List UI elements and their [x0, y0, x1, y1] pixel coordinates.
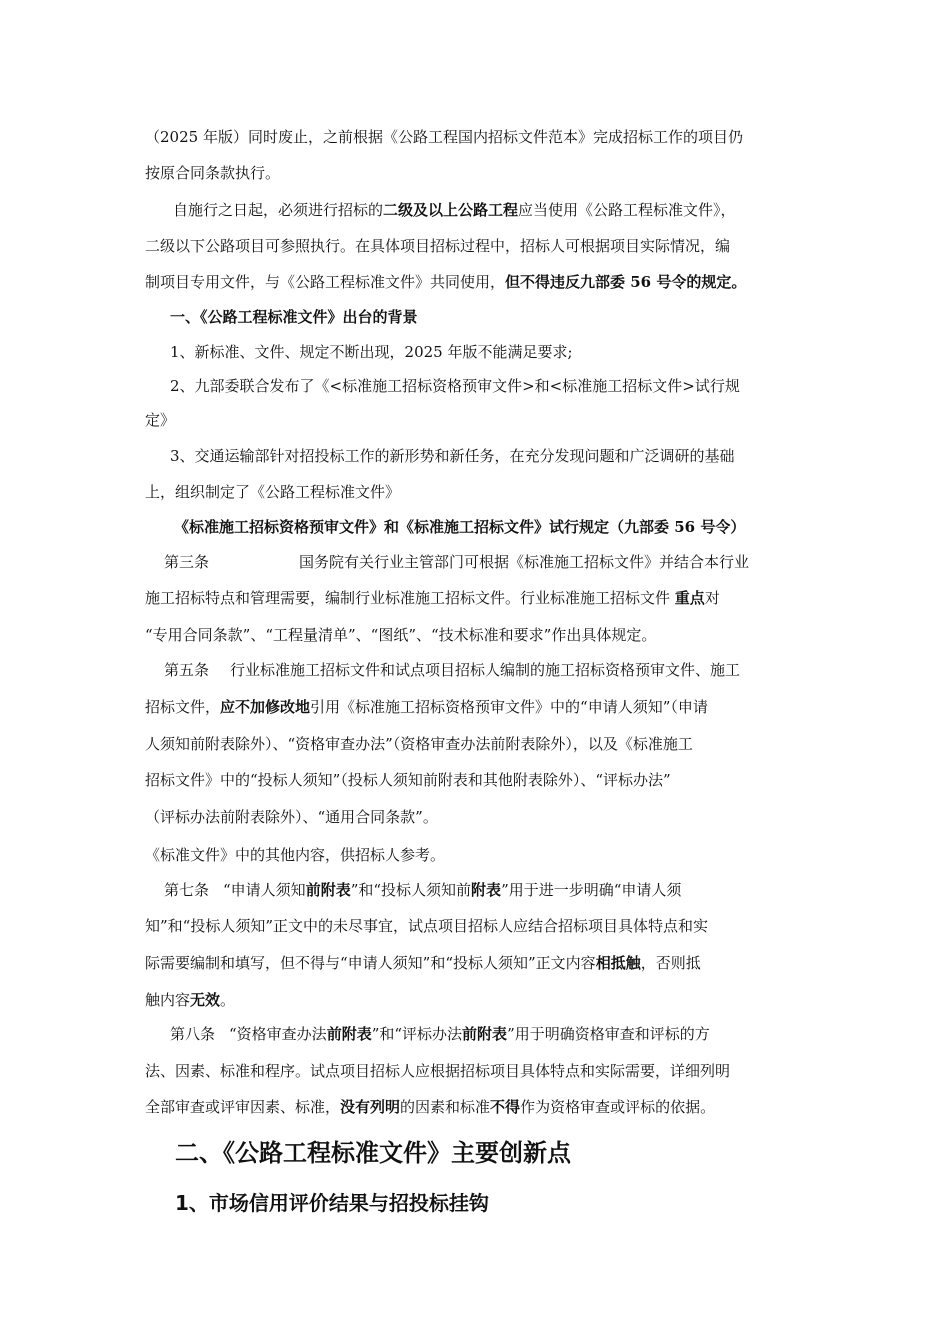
bold-text: 相抵触 [595, 954, 641, 972]
text-run: 施工招标特点和管理需要，编制行业标准施工招标文件。行业标准施工招标文件 [145, 589, 671, 607]
article-number: 第五条 [164, 661, 210, 679]
text-run: ”和“投标人须知前 [350, 881, 472, 899]
bold-text: 二级及以上公路工程 [383, 201, 519, 219]
text-run: （2025 年版）同时废止，之前根据《公路工程国内招标文件范本》完成招标工作的项目仍 [145, 128, 743, 146]
list-item: 3、交通运输部针对招投标工作的新形势和新任务，在充分发现问题和广泛调研的基础 [170, 447, 735, 465]
text-run: 招标文件， [145, 698, 221, 716]
article-number: 第三条 [164, 553, 210, 571]
section-heading: 一、《公路工程标准文件》出台的背景 [170, 308, 418, 326]
article-5-line: 招标文件》中的“投标人须知”（投标人须知前附表和其他附表除外）、“评标办法” [145, 771, 671, 789]
regulation-title: 《标准施工招标资格预审文件》和《标准施工招标文件》试行规定（九部委 56 号令） [174, 518, 746, 536]
bold-text: 无效 [190, 991, 221, 1009]
article-5-line: （评标办法前附表除外）、“通用合同条款”。 [145, 808, 438, 826]
text-run: 全部审查或评审因素、标准， [145, 1098, 341, 1116]
text-run: ”用于进一步明确“申请人须 [501, 881, 682, 899]
text-run: ”和“评标办法 [371, 1025, 463, 1043]
text-run: 国务院有关行业主管部门可根据《标准施工招标文件》并结合本行业 [299, 553, 750, 571]
text-run: 触内容 [145, 991, 191, 1009]
section-heading: 二、《公路工程标准文件》主要创新点 [175, 1139, 571, 1167]
article-3-line: “专用合同条款”、“工程量清单”、“图纸”、“技术标准和要求”作出具体规定。 [145, 626, 657, 644]
paragraph-line [145, 127, 743, 147]
paragraph-line [173, 200, 736, 220]
text-run: ，否则抵 [640, 954, 701, 972]
article-8-line: 法、因素、标准和程序。试点项目招标人应根据招标项目具体特点和实际需要，详细列明 [145, 1062, 731, 1080]
list-item: 2、九部委联合发布了《<标准施工招标资格预审文件>和<标准施工招标文件>试行规 [170, 377, 740, 395]
text-run: 际需要编制和填写，但不得与“申请人须知”和“投标人须知”正文内容 [145, 954, 596, 972]
text-run: 制项目专用文件，与《公路工程标准文件》共同使用， [145, 273, 506, 291]
article-7-line [164, 880, 681, 900]
list-item-continuation: 定》 [145, 411, 176, 429]
paragraph-line [145, 272, 746, 292]
article-5-line [145, 697, 708, 717]
article-7-line: 知”和“投标人须知”正文中的未尽事宜，试点项目招标人应结合招标项目具体特点和实 [145, 917, 709, 935]
article-3-line [145, 588, 720, 608]
text-run: 行业标准施工招标文件和试点项目招标人编制的施工招标资格预审文件、施工 [230, 661, 741, 679]
article-number: 第七条 [164, 881, 210, 899]
text-run: 作为资格审查或评标的依据。 [520, 1098, 716, 1116]
note-line: 《标准文件》中的其他内容，供招标人参考。 [145, 846, 446, 864]
bold-text: 前附表 [305, 881, 351, 899]
text-run: 的因素和标准 [400, 1098, 491, 1116]
text-run: 自施行之日起，必须进行招标的 [173, 201, 384, 219]
bold-text: 没有列明 [340, 1098, 401, 1116]
paragraph-line [145, 236, 730, 256]
text-run: 。 [220, 991, 236, 1009]
article-7-line [145, 953, 701, 973]
text-run: 对 [704, 589, 720, 607]
list-item-continuation: 上，组织制定了《公路工程标准文件》 [145, 483, 401, 501]
bold-text: 不得 [490, 1098, 521, 1116]
article-5-line: 人须知前附表除外）、“资格审查办法”（资格审查办法前附表除外），以及《标准施工 [145, 735, 693, 753]
paragraph-line [145, 163, 280, 183]
article-5-line [164, 660, 740, 680]
text-run: “资格审查办法 [229, 1025, 327, 1043]
article-3-line [164, 552, 749, 572]
text-run: 二级以下公路项目可参照执行。在具体项目招标过程中，招标人可根据项目实际情况，编 [145, 237, 731, 255]
bold-text: 重点 [674, 589, 705, 607]
text-run: “申请人须知 [223, 881, 306, 899]
bold-text: 附表 [471, 881, 502, 899]
article-8-line [145, 1097, 715, 1117]
bold-text: 应不加修改地 [220, 698, 311, 716]
bold-text: 前附表 [326, 1025, 372, 1043]
article-8-line [170, 1024, 710, 1044]
bold-text: 前附表 [462, 1025, 508, 1043]
subsection-heading: 1、市场信用评价结果与招投标挂钩 [175, 1191, 489, 1215]
bold-text: 但不得违反九部委 56 号令的规定。 [505, 273, 747, 291]
list-item: 1、新标准、文件、规定不断出现，2025 年版不能满足要求; [170, 343, 573, 361]
text-run: 应当使用《公路工程标准文件》， [518, 201, 736, 219]
text-run: 按原合同条款执行。 [145, 164, 281, 182]
text-run: ”用于明确资格审查和评标的方 [507, 1025, 710, 1043]
article-7-line [145, 990, 235, 1010]
article-number: 第八条 [170, 1025, 216, 1043]
text-run: 引用《标准施工招标资格预审文件》中的“申请人须知”（申请 [310, 698, 708, 716]
